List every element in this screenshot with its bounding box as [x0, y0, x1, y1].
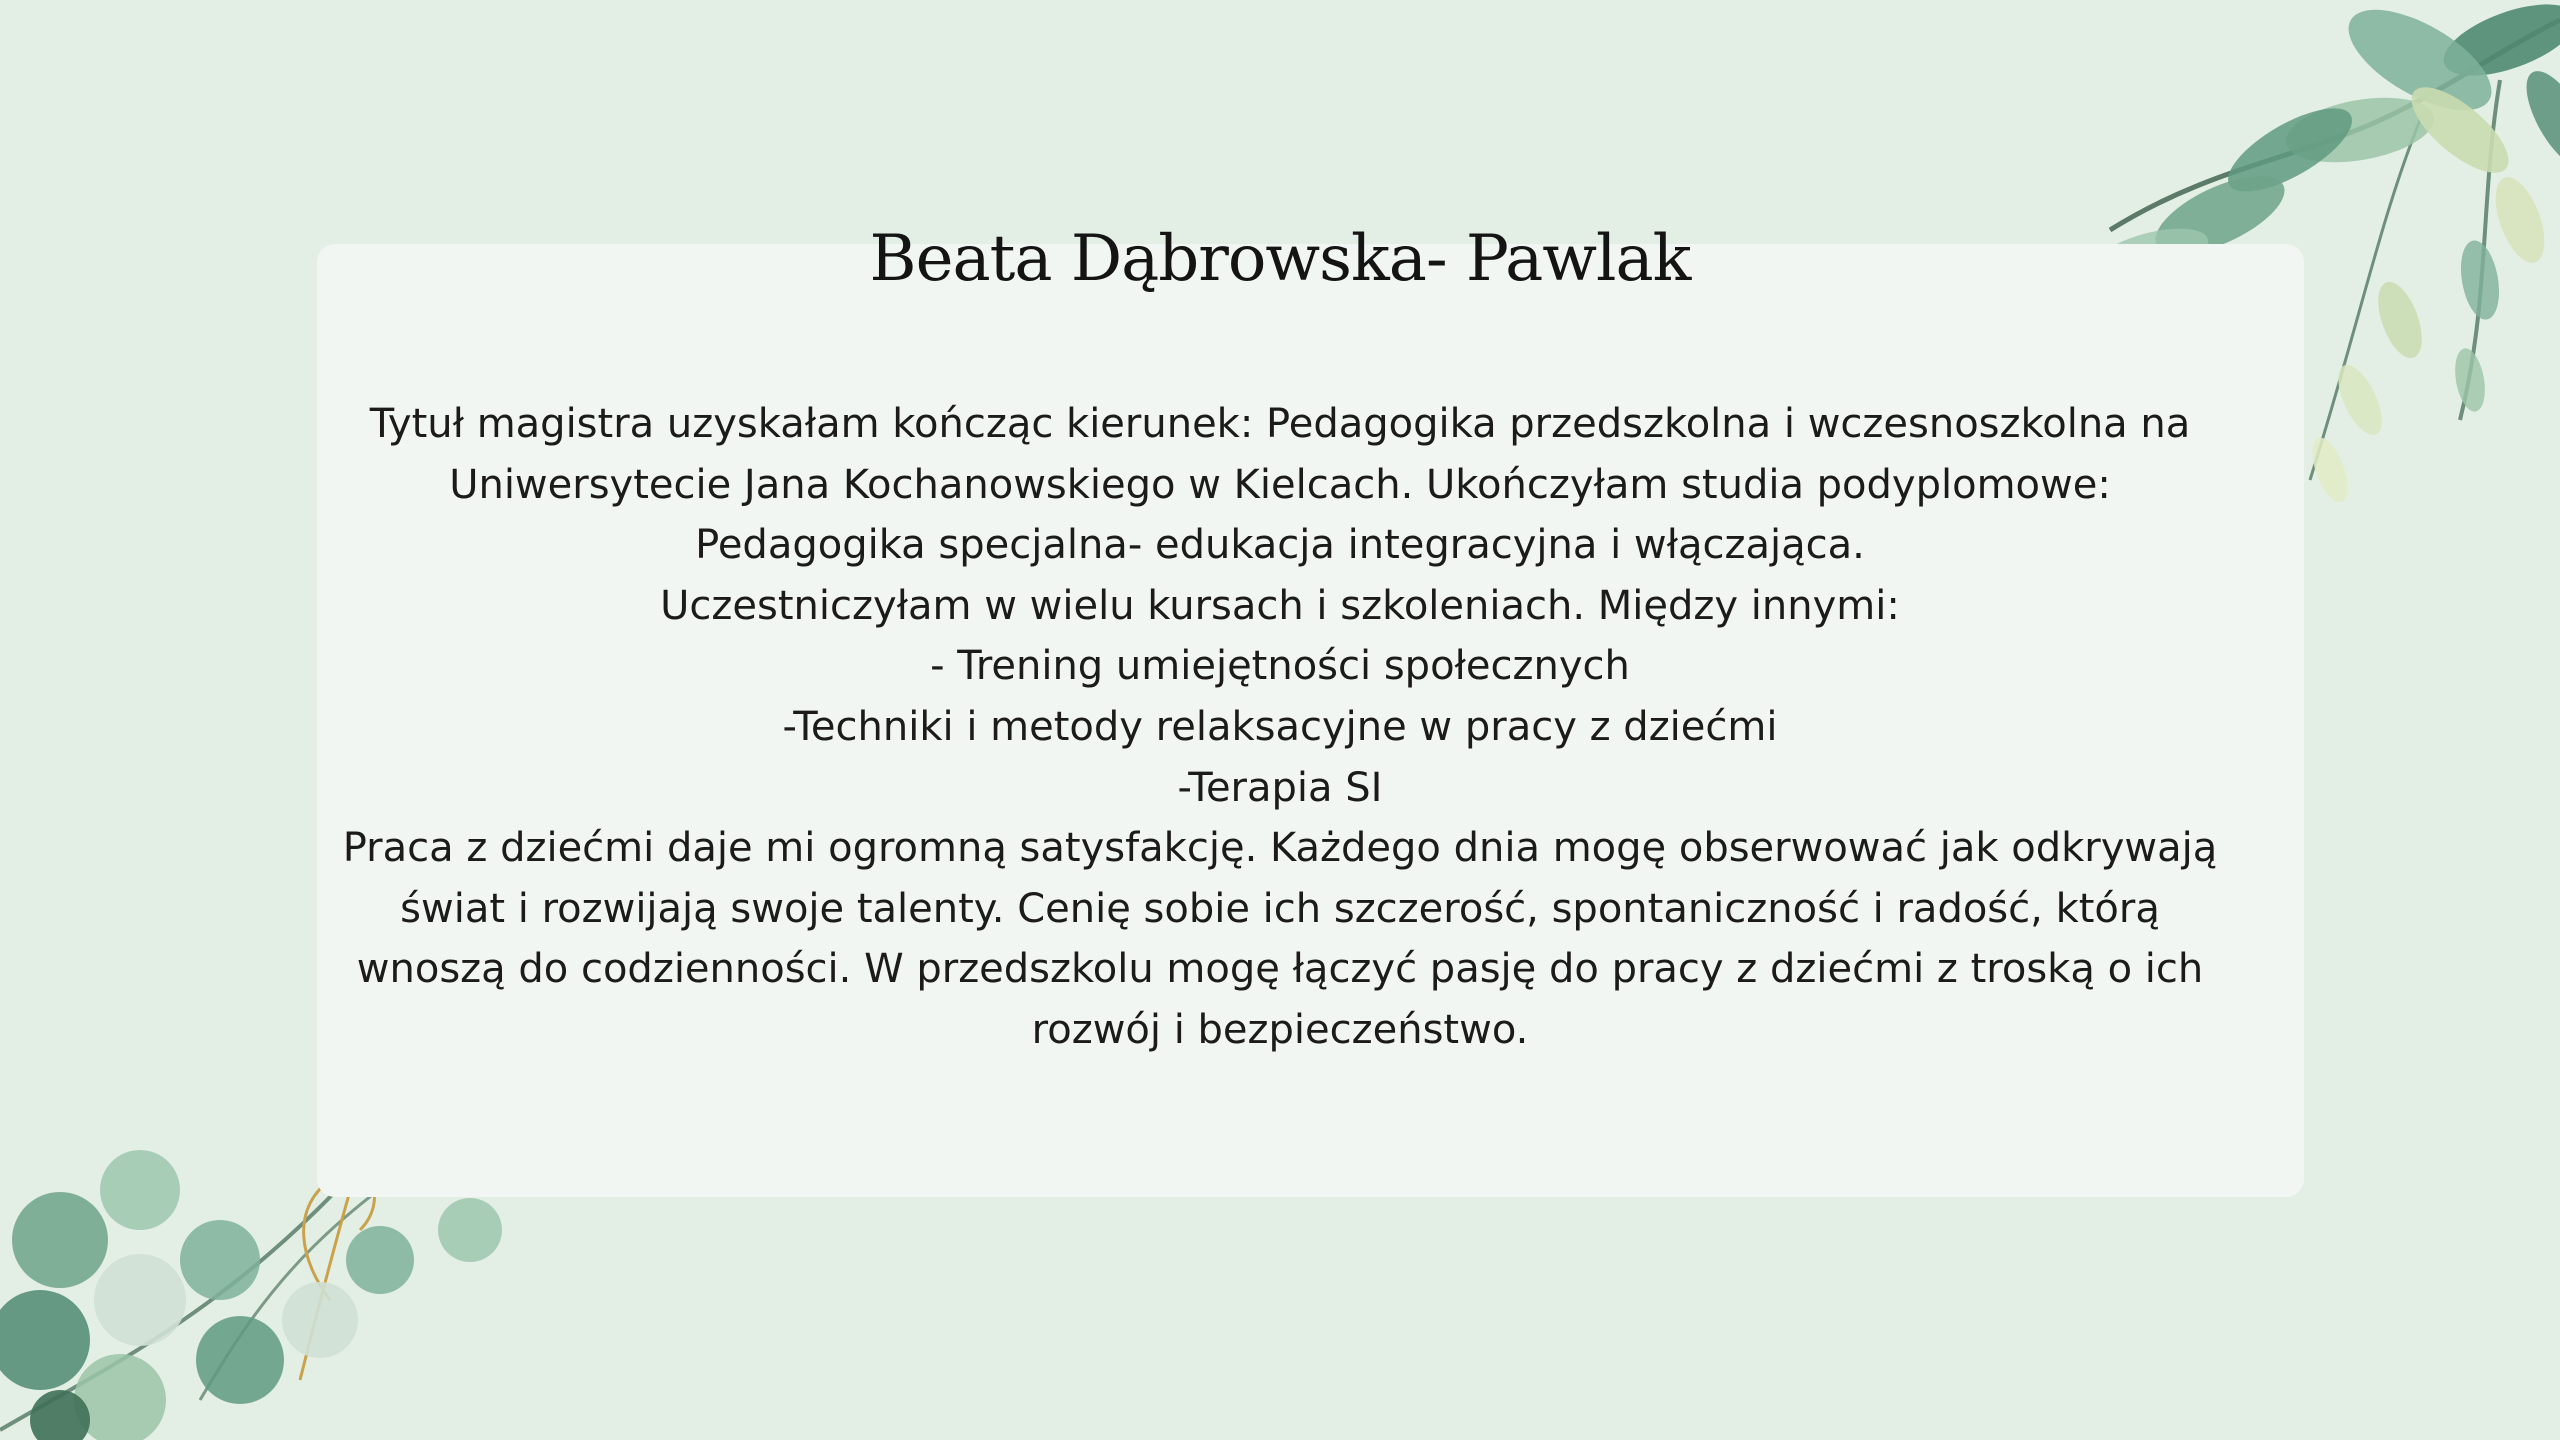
bio-line: wnoszą do codzienności. W przedszkolu mogę łączyć pasję do pracy z dziećmi z troską o ich: [356, 946, 2204, 993]
bio-line: - Trening umiejętności społecznych: [930, 643, 1630, 690]
bio-line: Praca z dziećmi daje mi ogromną satysfakcję. Każdego dnia mogę obserwować jak odkrywają: [342, 825, 2218, 872]
bio-line: Tytuł magistra uzyskałam kończąc kierunek: Pedagogika przedszkolna i wczesnoszkolna na: [369, 401, 2191, 447]
bio-line: świat i rozwijają swoje talenty. Cenię sobie ich szczerość, spontaniczność i radość, którą: [400, 885, 2160, 932]
bio-text: [340, 394, 2220, 1061]
bio-line: Uniwersytecie Jana Kochanowskiego w Kielcach. Ukończyłam studia podyplomowe:: [449, 461, 2111, 508]
bio-line: -Terapia SI: [1177, 764, 1383, 811]
bio-line: Uczestniczyłam w wielu kursach i szkoleniach. Między innymi:: [660, 582, 1900, 629]
bio-line: Pedagogika specjalna- edukacja integracyjna i włączająca.: [695, 522, 1865, 569]
bio-line: -Techniki i metody relaksacyjne w pracy z dziećmi: [782, 703, 1778, 750]
bio-line: rozwój i bezpieczeństwo.: [1031, 1006, 1529, 1053]
page-title: Beata Dąbrowska- Pawlak: [869, 222, 1691, 296]
